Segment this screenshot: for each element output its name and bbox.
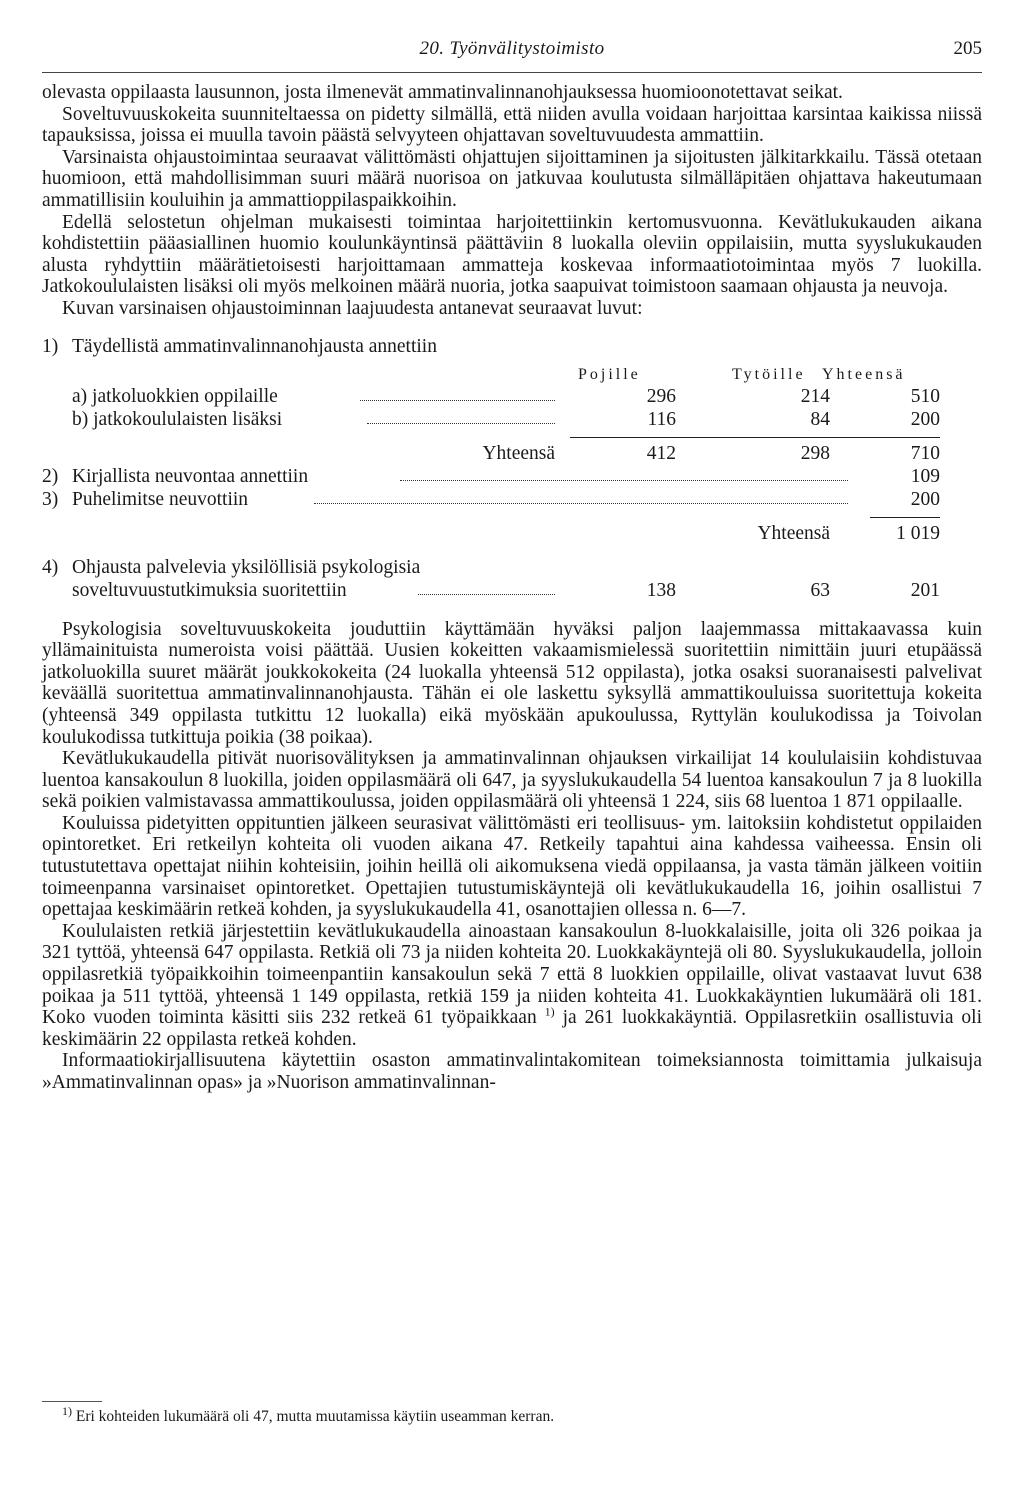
item-number: 4) xyxy=(42,556,59,578)
row-label: b) jatkokoululaisten lisäksi xyxy=(72,408,283,430)
footnote-ref: 1) xyxy=(544,1004,555,1019)
column-headers xyxy=(42,362,982,386)
col-header-girls: Tytöille xyxy=(732,365,806,383)
cell-total: 710 xyxy=(910,442,940,464)
stats-item-4-cont xyxy=(42,580,982,603)
col-header-total: Yhteensä xyxy=(822,365,906,383)
running-title: 20. Työnvälitystoimisto xyxy=(419,38,605,59)
stats-item-4 xyxy=(42,557,982,580)
sum-rule xyxy=(570,437,940,438)
cell-boys: 116 xyxy=(647,408,676,430)
cell-girls: 214 xyxy=(800,385,830,407)
paragraph xyxy=(42,921,982,1051)
cell-boys: 296 xyxy=(646,385,676,407)
paragraph: Soveltuvuuskokeita suunniteltaessa on pidetty silmällä, että niiden avulla voidaan harjoittaa karsintaa kaikissa niissä tapauksissa, joissa ei muulla tavoin päästä selvyyteen ohjattavan soveltuvuudesta ammattiin. xyxy=(42,103,982,147)
guidance-statistics-table xyxy=(42,336,982,603)
col-header-boys: Pojille xyxy=(578,365,641,383)
subtotal-label: Yhteensä xyxy=(482,442,555,464)
item-label: Täydellistä ammatinvalinnanohjausta annettiin xyxy=(72,335,437,357)
stats-item-2 xyxy=(42,466,982,489)
dot-leader xyxy=(367,423,555,424)
paragraph: Psykologisia soveltuvuuskokeita jouduttiin käyttämään hyväksi paljon laajemmassa mittakaavassa kuin yllämainituista numeroista voisi päättää. Uusien kokeitten vakaamismielessä suoritettiin nimittäin juuri etupäässä jatkoluokilla suuret määrät joukkokokeita (24 luokalla yhteensä 512 oppilasta), jotka osaksi suoranaisesti palvelivat keväällä suoritettua ammatinvalinnanohjausta. Tähän ei ole laskettu syksyllä ammattikouluissa suoritettuja kokeita (yhteensä 349 oppilasta tutkittu 12 luokalla) eikä myöskään apukoulussa, Ryttylän koulukodissa ja Toivolan koulukodissa tutkittuja poikia (38 poikaa). xyxy=(42,618,982,748)
cell-boys: 412 xyxy=(646,442,676,464)
row-label: a) jatkoluokkien oppilaille xyxy=(72,385,278,407)
cell-girls: 298 xyxy=(800,442,830,464)
footnote-text: Eri kohteiden lukumäärä oli 47, mutta muutamissa käytiin useamman kerran. xyxy=(75,1408,555,1425)
dot-leader xyxy=(400,480,848,481)
cell-total: 200 xyxy=(910,488,940,510)
cell-total: 109 xyxy=(910,465,940,487)
cell-total: 200 xyxy=(910,408,940,430)
dot-leader xyxy=(360,400,555,401)
cell-boys: 138 xyxy=(646,579,676,601)
cell-total: 510 xyxy=(910,385,940,407)
paragraph-text: ja 261 luokkakäyntiä. Oppilasretkiin osallistuvia oli keskimäärin 22 oppilasta retkeä kohden. xyxy=(42,1007,983,1050)
paragraph: olevasta oppilaasta lausunnon, josta ilmenevät ammatinvalinnanohjauksessa huomioonotettavat seikat. xyxy=(42,82,843,103)
item-label: Ohjausta palvelevia yksilöllisiä psykologisia xyxy=(72,556,421,578)
grand-total-label: Yhteensä xyxy=(757,522,830,544)
item-number: 2) xyxy=(42,465,59,487)
item-number: 3) xyxy=(42,488,59,510)
paragraph-text: Koululaisten retkiä järjestettiin kevätlukukaudella ainoastaan kansakoulun 8-luokkalaisille, joita oli 326 poikaa ja 321 tyttöä, yhteensä 647 oppilasta. Retkiä oli 73 ja niiden kohteita 20. Luokkakäyntejä oli 80. Syyslukukaudella, jolloin oppilasretkiä työpaikkoihin toimeenpantiin kansakoulun sekä 7 että 8 luokkien oppilaille, olivat vastaavat luvut 638 poikaa ja 511 tyttöä, yhteensä 1 149 oppilasta, retkiä 159 ja niiden kohteita 41. Luokkakäyntien lukumäärä oli 181. Koko vuoden toiminta käsitti siis 232 retkeä 61 työpaikkaan xyxy=(42,920,982,1029)
dot-leader xyxy=(418,594,555,595)
item-label: soveltuvuustutkimuksia suoritettiin xyxy=(72,579,347,601)
item-label: Kirjallista neuvontaa annettiin xyxy=(72,465,309,487)
paragraph: Kuvan varsinaisen ohjaustoiminnan laajuudesta antanevat seuraavat luvut: xyxy=(62,297,643,319)
table-row xyxy=(42,409,982,443)
paragraph: Edellä selostetun ohjelman mukaisesti toimintaa harjoitettiinkin kertomusvuonna. Kevätlukukauden aikana kohdistettiin pääasiallinen huomio koulunkäyntinsä päättäviin 8 luokalla oleviin oppilaisiin, mutta syyslukukauden alusta ryhdyttiin määrätietoisesti harjoittamaan ammatteja koskevaa informaatiotoimintaa myös 7 luokilla. Jatkokoululaisten lisäksi oli myös melkoinen määrä nuoria, jotka saapuivat toimistoon saamaan ohjausta ja neuvoja. xyxy=(42,211,982,298)
table-row xyxy=(42,386,982,409)
paragraph: Kouluissa pidetyitten oppituntien jälkeen seurasivat välittömästi eri teollisuus- ym. laitoksiin kohdistetut oppilaiden opintoretket. Eri retkeilyn kohteita oli vuoden aikana 47. Retkeily tapahtui aina kahdessa vaiheessa. Ensin oli tutustutettava opettajat niihin kohteisiin, joihin heillä oli aikomuksena viedä oppilaansa, ja vasta tämän jälkeen voitiin toimeenpanna varsinaiset opintoretket. Opettajien tutustumiskäyntejä oli kevätlukukaudella 16, joihin osallistui 7 opettajaa keskimäärin retkeä kohden, ja syyslukukaudella 41, osanottajien ollessa n. 6—7. xyxy=(42,812,982,921)
cell-girls: 84 xyxy=(810,408,830,430)
cell-total: 201 xyxy=(910,579,940,601)
paragraph: Kevätlukukaudella pitivät nuorisovälityksen ja ammatinvalinnan ohjauksen virkailijat 14 koululaisiin kohdistuvaa luentoa kansakoulun 8 luokilla, joiden oppilasmäärä oli 647, ja syyslukukaudella 54 luentoa kansakoulun 7 ja 8 luokilla sekä poikien valmistavassa ammattikoulussa, joiden oppilasmäärä oli yhteensä 1 224, siis 68 luentoa 1 871 oppilaalle. xyxy=(42,748,982,813)
paragraph: Informaatiokirjallisuutena käytettiin osaston ammatinvalintakomitean toimeksiannosta toimittamia julkaisuja »Ammatinvalinnan opas» ja »Nuorison ammatinvalinnan- xyxy=(42,1050,982,1093)
dot-leader xyxy=(314,503,848,504)
footnote xyxy=(42,1403,1002,1426)
footnote-marker: 1) xyxy=(62,1403,72,1418)
sum-rule xyxy=(870,517,940,518)
page-header xyxy=(42,32,982,73)
paragraph: Varsinaista ohjaustoimintaa seuraavat välittömästi ohjattujen sijoittaminen ja sijoitusten jälkitarkkailu. Tässä otetaan huomioon, että mahdollisimman suuri määrä nuorisoa on jatkuvaa koulutusta silmälläpitäen ohjattava hakeutumaan ammatillisiin kouluihin ja ammattioppilaspaikkoihin. xyxy=(42,146,982,211)
page-number: 205 xyxy=(953,38,982,59)
stats-item-1 xyxy=(42,336,982,362)
grand-total-row xyxy=(42,523,982,557)
item-label: Puhelimitse neuvottiin xyxy=(72,488,249,510)
item-number: 1) xyxy=(42,335,59,357)
stats-item-3 xyxy=(42,489,982,523)
subtotal-row xyxy=(42,443,982,466)
page-body xyxy=(42,82,982,1094)
cell-girls: 63 xyxy=(810,579,830,601)
footnote-rule xyxy=(42,1401,102,1402)
cell-total: 1 019 xyxy=(896,522,940,544)
